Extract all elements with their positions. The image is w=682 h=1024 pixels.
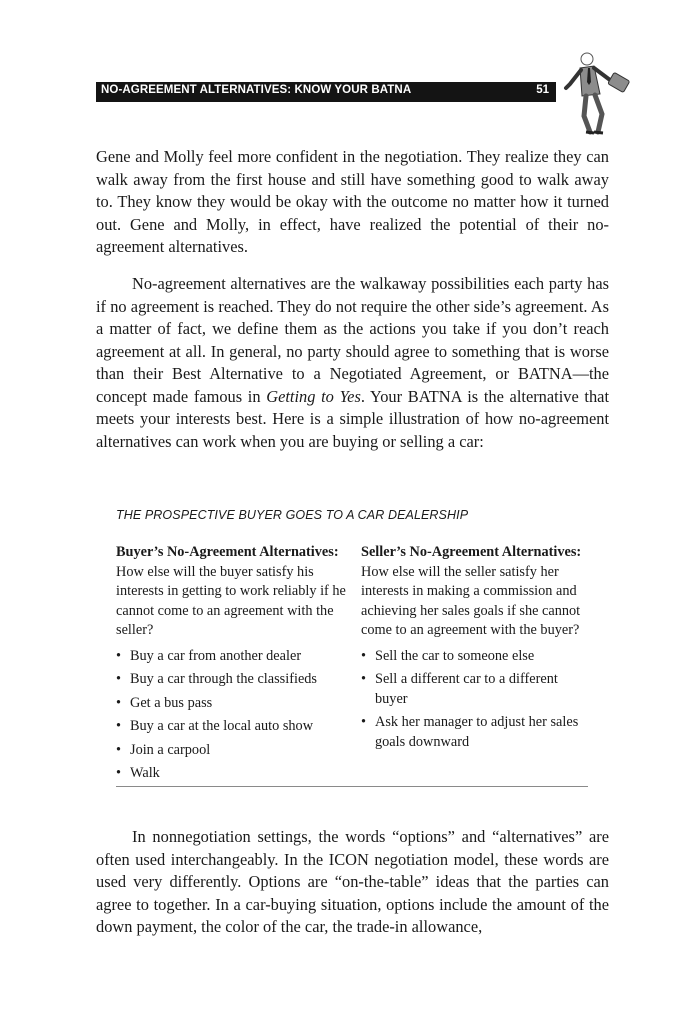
- list-item: • Ask her manager to adjust her sales goals downward: [361, 713, 593, 752]
- list-item: • Join a carpool: [116, 741, 348, 761]
- paragraph-intro: Gene and Molly feel more confident in the negotiation. They realize they can walk away from the first house and still have something good to walk away to. They know they would be okay with the outcome no matter how it turned out. Gene and Molly, in effect, have realized the potential of their no-agreement alternatives.: [96, 147, 609, 256]
- list-item: • Walk: [116, 764, 348, 784]
- paragraph-options: In nonnegotiation settings, the words “options” and “alternatives” are often used interchangeably. In the ICON negotiation model, these words are used very differently. Options are “on-the-table” ideas that the parties can agree to together. In a car-buying situation, options include the amount of the down payment, the color of the car, the trade-in allowance,: [96, 827, 609, 936]
- buyer-intro: [116, 543, 348, 641]
- seller-alternatives-list: [361, 647, 593, 753]
- seller-heading: Seller’s No-Agreement Alternatives:: [361, 544, 582, 560]
- seller-intro: [361, 543, 593, 641]
- book-title: Getting to Yes: [266, 386, 361, 406]
- buyer-column: [116, 543, 348, 788]
- list-item: • Get a bus pass: [116, 694, 348, 714]
- list-item: • Buy a car from another dealer: [116, 647, 348, 667]
- paragraph-definition-part2: . Your BATNA is the alternative that meets your interests best. Here is a simple illustration of how no-agreement alternatives can work when you are buying or selling a car:: [96, 386, 609, 451]
- list-item: • Sell the car to someone else: [361, 647, 593, 667]
- list-item: • Buy a car at the local auto show: [116, 717, 348, 737]
- running-header: [96, 82, 556, 102]
- buyer-heading: Buyer’s No-Agreement Alternatives:: [116, 544, 339, 560]
- walking-businessman-icon: [560, 50, 642, 136]
- buyer-alternatives-list: [116, 647, 348, 784]
- list-item: • Sell a different car to a different buyer: [361, 670, 593, 709]
- page-number: 51: [536, 84, 549, 96]
- buyer-question: How else will the buyer satisfy his interests in getting to work reliably if he cannot come to an agreement with the seller?: [116, 563, 346, 638]
- sidebar-divider: [116, 786, 588, 787]
- sidebar-title: THE PROSPECTIVE BUYER GOES TO A CAR DEALERSHIP: [116, 508, 469, 522]
- seller-column: [361, 543, 593, 756]
- list-item: • Buy a car through the classifieds: [116, 670, 348, 690]
- running-header-title: NO-AGREEMENT ALTERNATIVES: KNOW YOUR BATNA: [101, 84, 412, 96]
- paragraph-definition: [96, 273, 609, 453]
- paragraph-definition-part1: No-agreement alternatives are the walkaway possibilities each party has if no agreement is reached. They do not require the other side’s agreement. As a matter of fact, we define them as the actions you take if you don’t reach agreement at all. In general, no party should agree to something that is worse than their Best Alternative to a Negotiated Agreement, or BATNA—the concept made famous in: [96, 274, 609, 406]
- seller-question: How else will the seller satisfy her interests in making a commission and achieving her sales goals if she cannot come to an agreement with the buyer?: [361, 563, 581, 638]
